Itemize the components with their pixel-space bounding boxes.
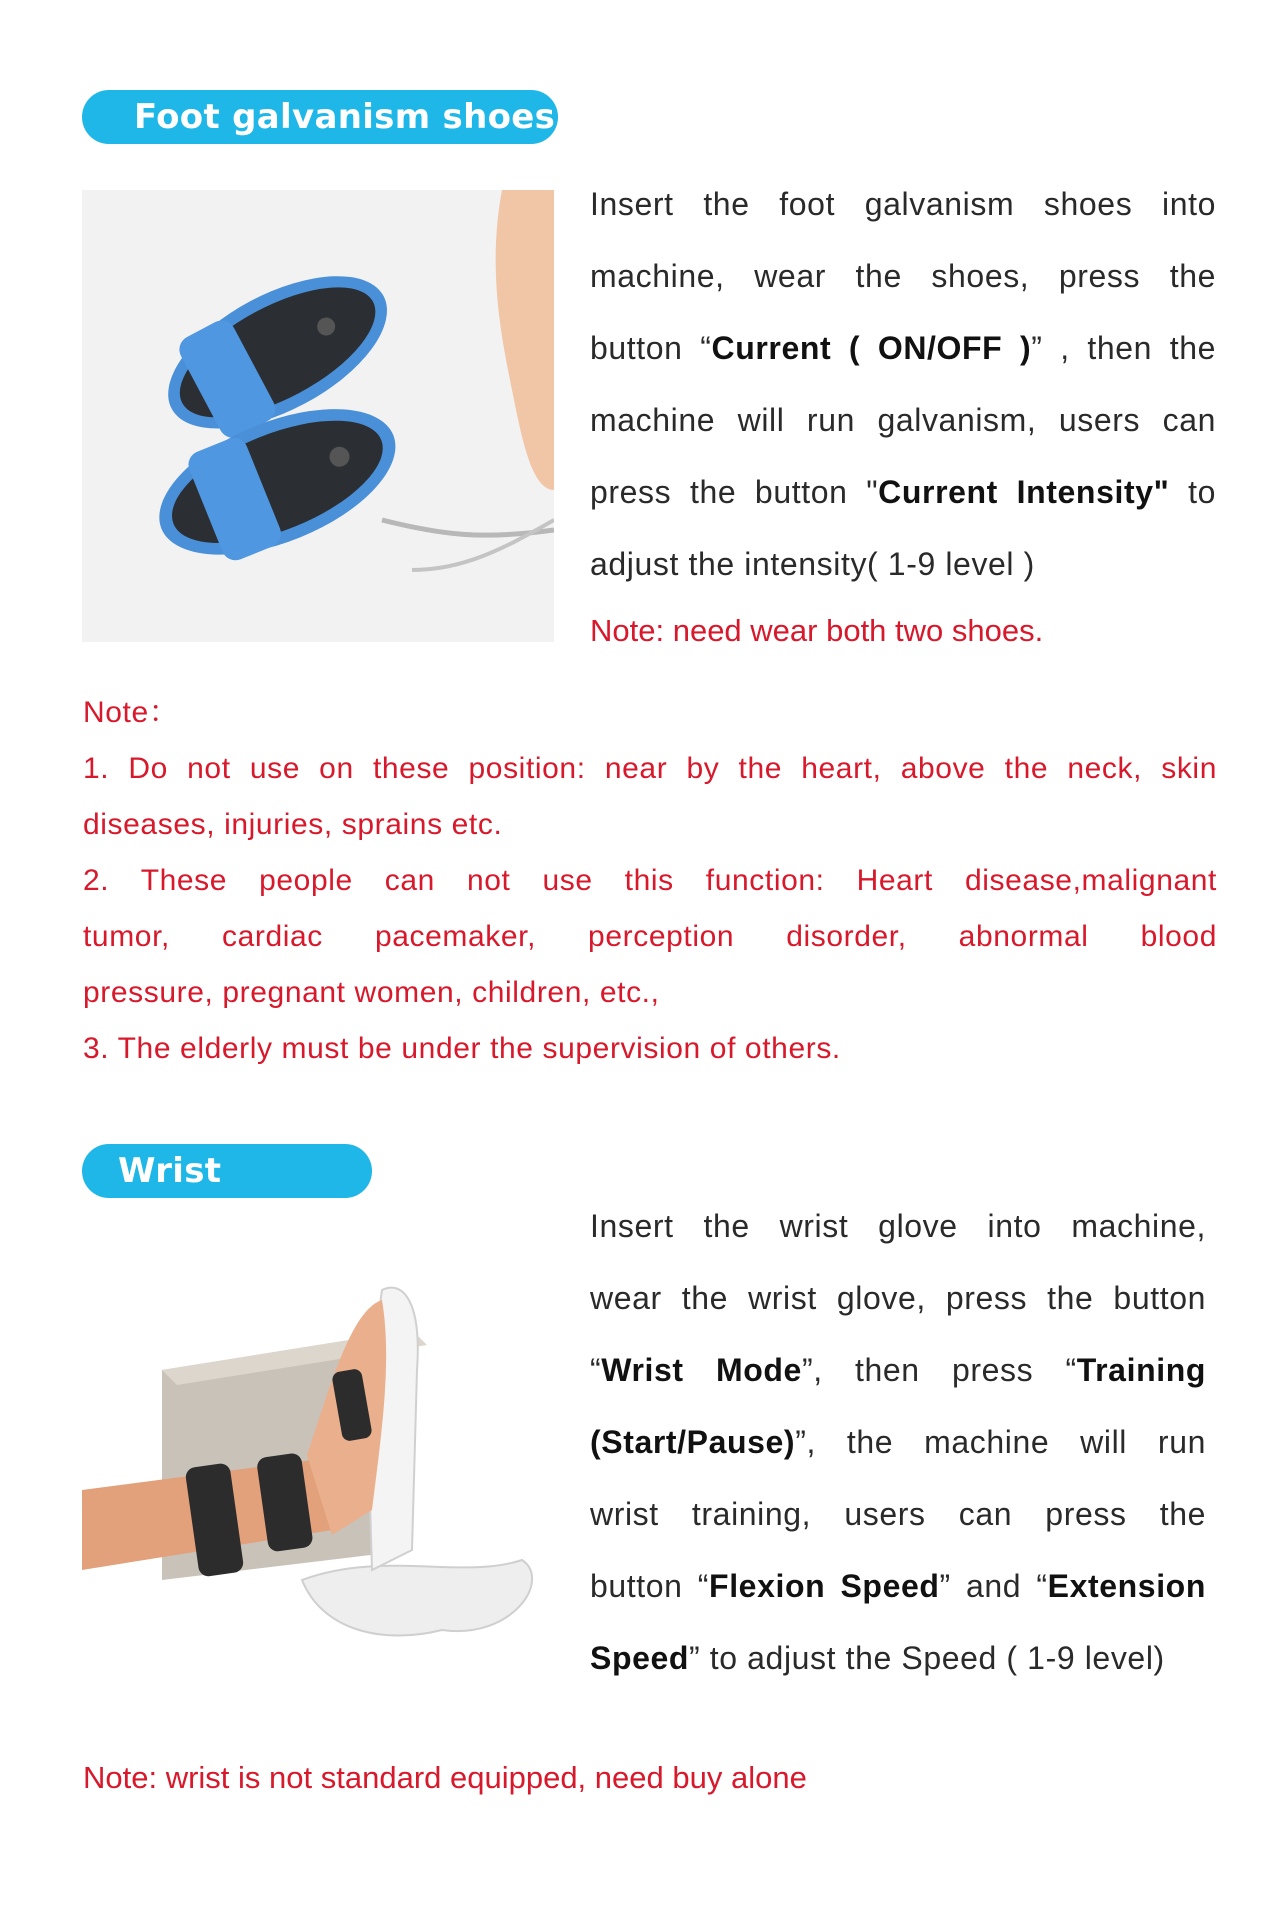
bold-term-wrist-mode: Wrist Mode	[601, 1352, 802, 1388]
bold-term-extension: Extension	[1047, 1568, 1206, 1604]
desc-line: Insert the foot galvanism shoes into	[590, 186, 1216, 222]
desc-line	[590, 1406, 1206, 1478]
text: ” , then the	[1031, 330, 1216, 366]
notes-block	[83, 685, 1217, 1077]
desc-line: wrist training, users can press the	[590, 1496, 1206, 1532]
bold-term-training: Training	[1076, 1352, 1207, 1388]
desc-line: wear the wrist glove, press the button	[590, 1280, 1206, 1316]
note-both-shoes: Note: need wear both two shoes.	[590, 613, 1044, 648]
desc-line: machine will run galvanism, users can	[590, 402, 1216, 438]
section-title-foot-galvanism: Foot galvanism shoes	[82, 90, 558, 144]
text: button “	[590, 330, 712, 366]
desc-line	[590, 312, 1216, 384]
wrist-training-photo	[82, 1250, 582, 1650]
notes-heading: Note：	[83, 696, 180, 729]
text: ” to adjust the Speed ( 1-9 level)	[689, 1640, 1165, 1676]
text: ” and “	[939, 1568, 1048, 1604]
text: button “	[590, 1568, 710, 1604]
note-line: 2. These people can not use this function: Heart disease,malignant	[83, 864, 1217, 897]
desc-line	[590, 1334, 1206, 1406]
desc-line: adjust the intensity( 1-9 level )	[590, 546, 1035, 582]
note-line: 1. Do not use on these position: near by the heart, above the neck, skin	[83, 752, 1217, 785]
desc-line	[590, 1622, 1206, 1694]
text: ”, the machine will run	[795, 1424, 1206, 1460]
note-line: diseases, injuries, sprains etc.	[83, 808, 503, 841]
text: to	[1169, 474, 1216, 510]
section-title-wrist-training: Wrist training	[82, 1144, 372, 1198]
text: press the button "	[590, 474, 879, 510]
bold-term-current-intensity: Current Intensity"	[878, 474, 1170, 510]
bold-term-flexion-speed: Flexion Speed	[709, 1568, 940, 1604]
note-line: tumor, cardiac pacemaker, perception disorder, abnormal blood	[83, 920, 1217, 953]
desc-line	[590, 456, 1216, 528]
foot-galvanism-shoes-photo	[82, 190, 554, 642]
foot-galvanism-description	[590, 168, 1216, 600]
desc-line	[590, 1550, 1206, 1622]
bold-term-current-onoff: Current ( ON/OFF )	[711, 330, 1032, 366]
text: “	[590, 1352, 602, 1388]
wrist-training-description	[590, 1190, 1206, 1694]
bold-term-start-pause: (Start/Pause)	[590, 1424, 796, 1460]
desc-line: machine, wear the shoes, press the	[590, 258, 1216, 294]
note-wrist-not-standard: Note: wrist is not standard equipped, need buy alone	[83, 1760, 807, 1795]
note-line: 3. The elderly must be under the supervision of others.	[83, 1032, 841, 1065]
text: ”, then press “	[801, 1352, 1077, 1388]
desc-line: Insert the wrist glove into machine,	[590, 1208, 1206, 1244]
note-line: pressure, pregnant women, children, etc.,	[83, 976, 660, 1009]
bold-term-speed: Speed	[590, 1640, 690, 1676]
